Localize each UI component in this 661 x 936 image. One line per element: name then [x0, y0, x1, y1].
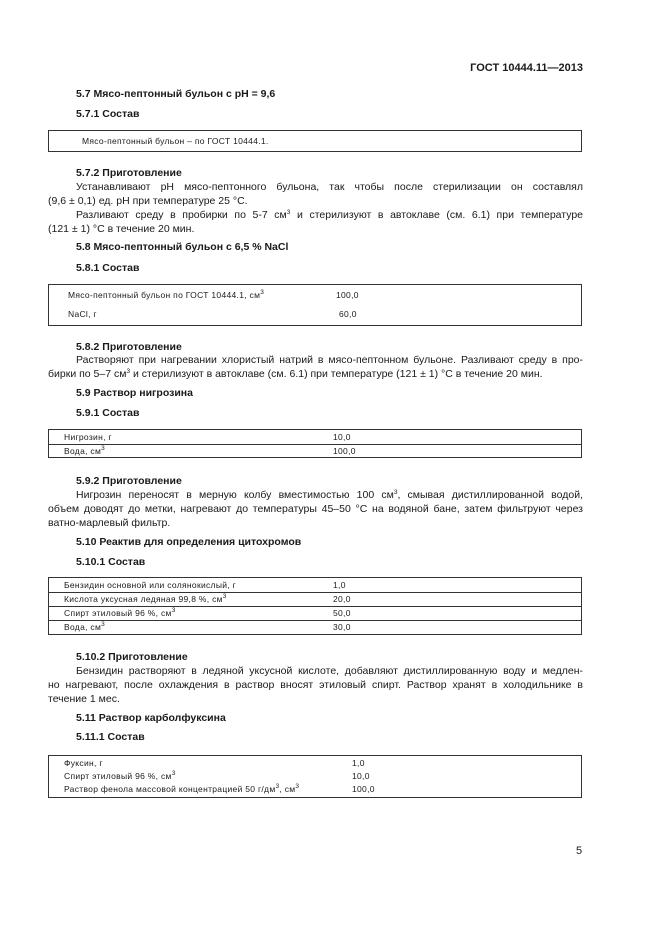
superscript: 3 [171, 607, 176, 614]
ingredient-text: Спирт этиловый 96 %, см [64, 608, 172, 618]
text-fragment: Нигрозин переносят в мерную колбу вместимостью 100 см [76, 489, 394, 501]
ingredient-name [64, 594, 227, 604]
ingredient-text: Раствор фенола массовой концентрацией 50 г/дм [64, 784, 276, 794]
text-line: Бензидин растворяют в ледяной уксусной кислоте, добавляют дистиллированную воду и медлен- [76, 665, 583, 677]
superscript: 3 [295, 783, 300, 790]
superscript: 3 [222, 593, 227, 600]
section-5-9-2-title: 5.9.2 Приготовление [76, 475, 182, 487]
paragraph-5-8-2 [48, 353, 583, 381]
composition-table-5-8-1 [48, 284, 582, 326]
ingredient-text: Мясо-пептонный бульон по ГОСТ 10444.1, см [68, 290, 261, 300]
ingredient-name [64, 608, 176, 618]
superscript: 3 [101, 621, 106, 628]
paragraph-5-9-2 [48, 488, 583, 530]
text-line: Устанавливают рН мясо-пептонного бульона, так чтобы после стерилизации он составлял [76, 181, 583, 193]
paragraph-5-10-2 [48, 664, 583, 706]
section-5-8-title: 5.8 Мясо-пептонный бульон с 6,5 % NaCl [76, 241, 289, 253]
superscript: 3 [126, 368, 131, 375]
ingredient-name: Фуксин, г [64, 758, 103, 768]
section-5-8-2-title: 5.8.2 Приготовление [76, 341, 182, 353]
ingredient-value: 100,0 [352, 784, 375, 794]
table-row [49, 290, 581, 301]
text-line: но нагревают, после охлаждения в раствор вносят этиловый спирт. Раствор хранят в холодильнике в [48, 679, 583, 691]
composition-table-5-11-1 [48, 755, 582, 798]
text-line [48, 488, 583, 502]
composition-table-5-7-1 [48, 130, 582, 152]
ingredient-text: Вода, см [64, 446, 102, 456]
superscript: 3 [260, 289, 265, 296]
text-fragment: и стерилизуют в автоклаве (см. 6.1) при температуре (121 ± 1) °С в течение 20 мин. [130, 368, 543, 380]
section-5-7-2-title: 5.7.2 Приготовление [76, 167, 182, 179]
table-row [49, 580, 581, 593]
section-5-8-1-title: 5.8.1 Состав [76, 262, 140, 274]
ingredient-text: Вода, см [64, 622, 102, 632]
section-5-10-1-title: 5.10.1 Состав [76, 556, 146, 568]
ingredient-name: Бензидин основной или солянокислый, г [64, 580, 236, 590]
superscript: 3 [101, 445, 106, 452]
table-row [49, 771, 581, 782]
table-row [49, 758, 581, 769]
text-line: объем доводят до метки, нагревают до температуры 45–50 °С на водяной бане, затем фильтруют через [48, 503, 583, 515]
ingredient-text: Кислота уксусная ледяная 99,8 %, см [64, 594, 223, 604]
text-line [48, 367, 583, 381]
document-header: ГОСТ 10444.11—2013 [470, 62, 583, 74]
ingredient-value: 10,0 [333, 432, 351, 442]
ingredient-value: 100,0 [336, 290, 359, 300]
ingredient-name: NaCl, г [68, 309, 97, 319]
table-row [49, 784, 581, 795]
text-line: (121 ± 1) °С в течение 20 мин. [48, 223, 195, 235]
ingredient-text: , см [279, 784, 296, 794]
ingredient-value: 30,0 [333, 622, 351, 632]
ingredient-value: 100,0 [333, 446, 356, 456]
paragraph-5-7-2 [48, 180, 583, 236]
section-5-7-1-title: 5.7.1 Состав [76, 108, 140, 120]
table-row [49, 136, 581, 147]
section-5-11-1-title: 5.11.1 Состав [76, 731, 145, 743]
text-fragment: и стерилизуют в автоклаве (см. 6.1) при температуре [290, 209, 584, 221]
ingredient-name [64, 446, 105, 456]
ingredient-name: Нигрозин, г [64, 432, 112, 442]
section-5-10-title: 5.10 Реактив для определения цитохромов [76, 536, 302, 548]
section-5-9-1-title: 5.9.1 Состав [76, 407, 140, 419]
text-line: течение 1 мес. [48, 693, 120, 705]
text-line: (9,6 ± 0,1) ед. рН при температуре 25 °С. [48, 195, 248, 207]
text-line [48, 208, 583, 222]
ingredient-name [64, 622, 105, 632]
ingredient-name [64, 771, 176, 781]
text-line: ватно-марлевый фильтр. [48, 517, 171, 529]
section-5-11-title: 5.11 Раствор карболфуксина [76, 712, 226, 724]
text-fragment: , смывая дистиллированной водой, [397, 489, 583, 501]
section-5-7-title: 5.7 Мясо-пептонный бульон с pH = 9,6 [76, 88, 276, 100]
superscript: 3 [171, 770, 176, 777]
ingredient-value: 10,0 [352, 771, 370, 781]
table-row [49, 608, 581, 621]
text-fragment: Разливают среду в пробирки по 5-7 см [76, 209, 287, 221]
superscript: 3 [286, 209, 291, 216]
composition-table-5-9-1 [48, 429, 582, 458]
ingredient-value: 60,0 [339, 309, 357, 319]
superscript: 3 [393, 489, 398, 496]
text-line: Растворяют при нагревании хлористый натрий в мясо-пептонном бульоне. Разливают среду в про- [76, 354, 583, 366]
ingredient-value: 1,0 [352, 758, 365, 768]
page-number: 5 [576, 845, 583, 857]
composition-table-5-10-1 [48, 577, 582, 635]
ingredient-value: 20,0 [333, 594, 351, 604]
section-5-10-2-title: 5.10.2 Приготовление [76, 651, 188, 663]
table-row [49, 622, 581, 633]
table-row [49, 446, 581, 457]
table-row [49, 309, 581, 320]
table-row [49, 432, 581, 445]
ingredient-value: 1,0 [333, 580, 346, 590]
ingredient-name: Мясо-пептонный бульон – по ГОСТ 10444.1. [82, 136, 269, 146]
ingredient-name [64, 784, 299, 794]
table-row [49, 594, 581, 607]
section-5-9-title: 5.9 Раствор нигрозина [76, 387, 193, 399]
superscript: 3 [275, 783, 280, 790]
ingredient-value: 50,0 [333, 608, 351, 618]
ingredient-text: Спирт этиловый 96 %, см [64, 771, 172, 781]
ingredient-name [68, 290, 264, 300]
text-fragment: бирки по 5–7 см [48, 368, 127, 380]
